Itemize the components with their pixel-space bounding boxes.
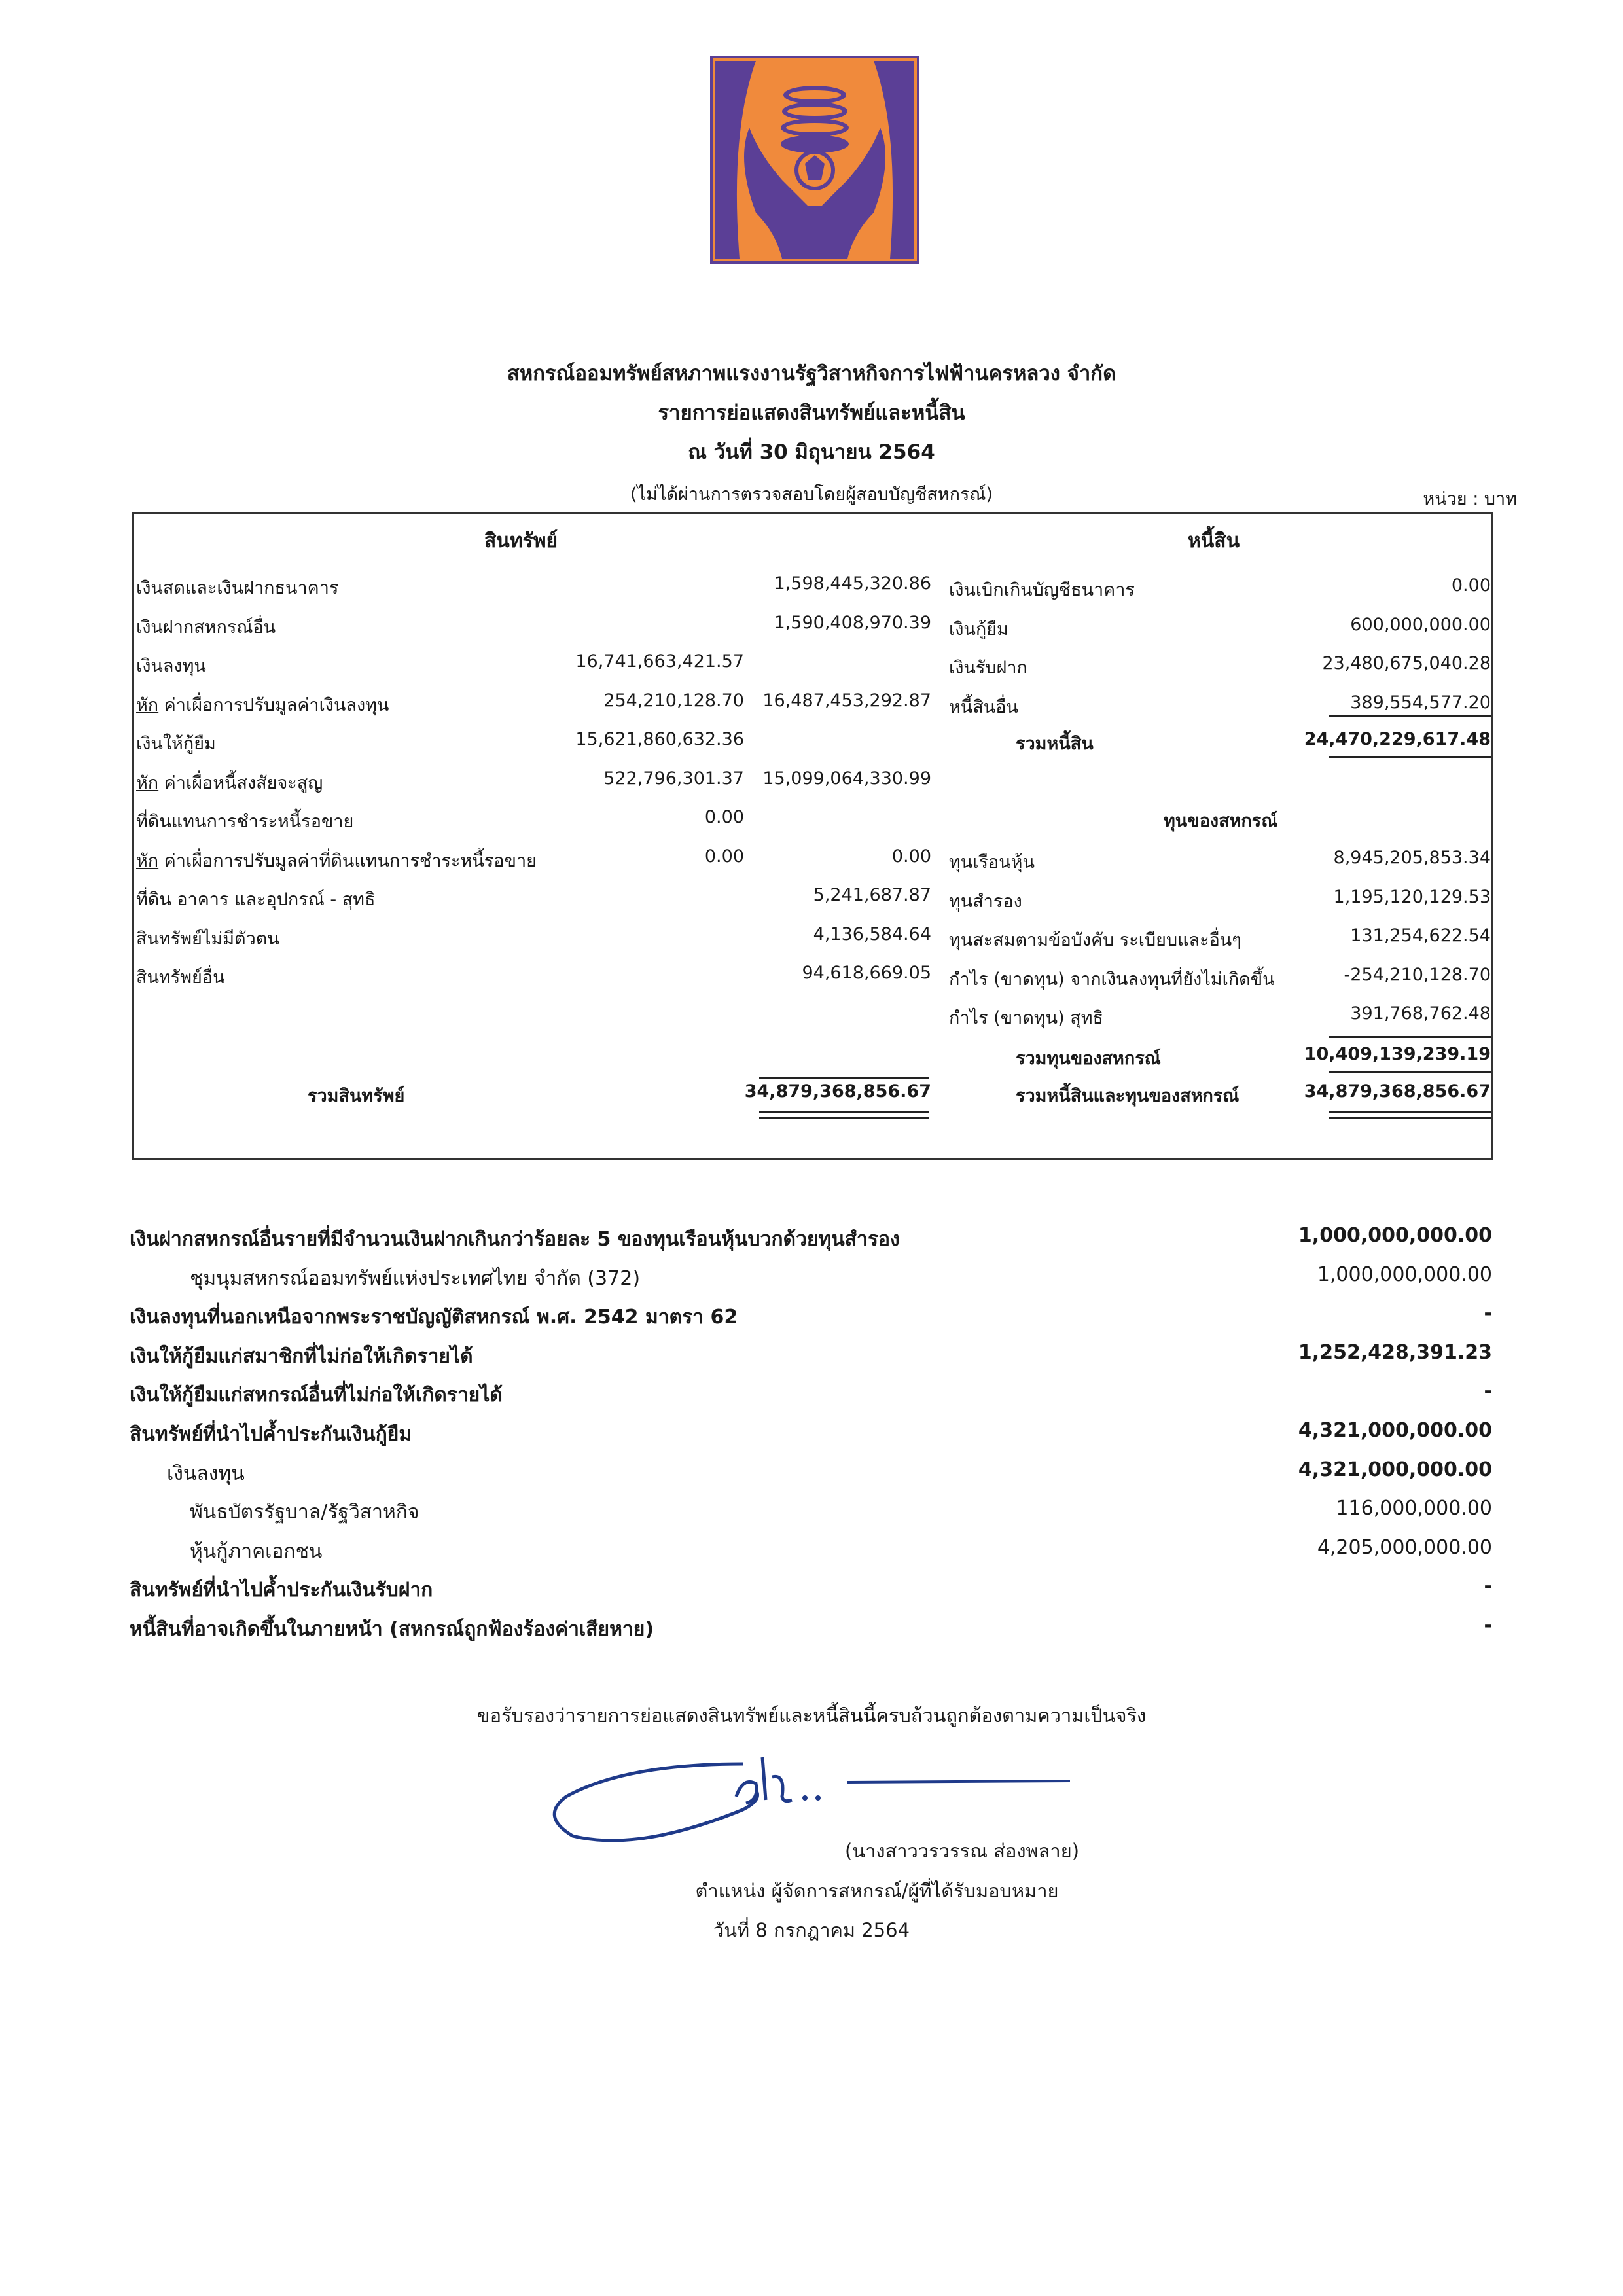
certification-statement: ขอรับรองว่ารายการย่อแสดงสินทรัพย์และหนี้สินนี้ครบถ้วนถูกต้องตามความเป็นจริง xyxy=(476,1704,1147,1727)
asset-label-text: เงินให้กู้ยืม xyxy=(136,734,216,754)
disclosure-label: เงินลงทุน xyxy=(167,1462,245,1485)
unit-label: หน่วย : บาท xyxy=(1423,489,1517,509)
asset-row-label xyxy=(136,691,389,719)
asset-net-value: 5,241,687.87 xyxy=(813,885,931,905)
disclosure-value: 4,321,000,000.00 xyxy=(1298,1458,1492,1481)
report-title: รายการย่อแสดงสินทรัพย์และหนี้สิน xyxy=(658,401,965,425)
liability-row-label: หนี้สินอื่น xyxy=(949,697,1018,717)
equity-row-value: 1,195,120,129.53 xyxy=(1333,887,1491,907)
asset-row-label xyxy=(136,846,537,874)
equity-heading: ทุนของสหกรณ์ xyxy=(1164,811,1278,831)
asset-subtotal-value: 522,796,301.37 xyxy=(603,768,744,789)
asset-row-label xyxy=(136,807,353,835)
asset-net-value: 16,487,453,292.87 xyxy=(762,691,931,711)
deduct-prefix: หัก xyxy=(136,695,159,715)
disclosure-value: 4,205,000,000.00 xyxy=(1317,1536,1492,1559)
asset-net-value: 1,590,408,970.39 xyxy=(774,613,931,633)
liabilities-heading: หนี้สิน xyxy=(1188,529,1240,552)
asset-row-label xyxy=(136,924,279,952)
total-liabilities-underline xyxy=(1329,756,1491,758)
asset-subtotal-value: 16,741,663,421.57 xyxy=(575,651,744,672)
total-assets-rule xyxy=(759,1077,929,1079)
organization-name: สหกรณ์ออมทรัพย์สหภาพแรงงานรัฐวิสาหกิจการไฟฟ้านครหลวง จำกัด xyxy=(507,362,1116,386)
asset-row-label xyxy=(136,768,323,797)
asset-net-value: 94,618,669.05 xyxy=(802,963,931,983)
asset-row-label xyxy=(136,613,276,641)
asset-row-label xyxy=(136,729,216,757)
disclosure-label: เงินลงทุนที่นอกเหนือจากพระราชบัญญัติสหกรณ์ พ.ศ. 2542 มาตรา 62 xyxy=(130,1306,738,1329)
liability-row-value: 23,480,675,040.28 xyxy=(1322,653,1491,673)
liability-row-label: เงินรับฝาก xyxy=(949,658,1027,678)
equity-row-label: ทุนสะสมตามข้อบังคับ ระเบียบและอื่นๆ xyxy=(949,930,1241,950)
disclosure-value: 1,000,000,000.00 xyxy=(1317,1263,1492,1286)
asset-net-value: 4,136,584.64 xyxy=(813,924,931,944)
disclosure-label: เงินฝากสหกรณ์อื่นรายที่มีจำนวนเงินฝากเกินกว่าร้อยละ 5 ของทุนเรือนหุ้นบวกด้วยทุนสำรอง xyxy=(130,1228,900,1251)
signer-position: ตำแหน่ง ผู้จัดการสหกรณ์/ผู้ที่ได้รับมอบหมาย xyxy=(695,1880,1059,1902)
equity-row-label: กำไร (ขาดทุน) สุทธิ xyxy=(949,1008,1103,1028)
disclosure-label: สินทรัพย์ที่นำไปค้ำประกันเงินรับฝาก xyxy=(130,1579,433,1602)
total-equity-underline xyxy=(1329,1071,1491,1073)
total-liabilities-rule xyxy=(1329,715,1491,717)
asset-label-text: เงินลงทุน xyxy=(136,656,206,676)
audit-note: (ไม่ได้ผ่านการตรวจสอบโดยผู้สอบบัญชีสหกรณ์) xyxy=(630,484,993,505)
cooperative-logo xyxy=(710,56,919,264)
asset-subtotal-value: 0.00 xyxy=(704,846,744,867)
total-assets-double-rule xyxy=(759,1111,929,1119)
deduct-prefix: หัก xyxy=(136,851,159,871)
disclosure-value: 1,252,428,391.23 xyxy=(1298,1341,1492,1364)
equity-row-value: 8,945,205,853.34 xyxy=(1333,848,1491,868)
disclosure-label: ชุมนุมสหกรณ์ออมทรัพย์แห่งประเทศไทย จำกัด (372) xyxy=(190,1267,641,1290)
equity-row-value: -254,210,128.70 xyxy=(1344,965,1491,985)
disclosure-label: พันธบัตรรัฐบาล/รัฐวิสาหกิจ xyxy=(190,1501,419,1524)
liability-row-value: 0.00 xyxy=(1451,575,1491,596)
equity-row-label: ทุนเรือนหุ้น xyxy=(949,852,1035,872)
equity-row-label: ทุนสำรอง xyxy=(949,891,1022,912)
liability-row-value: 389,554,577.20 xyxy=(1350,692,1491,713)
grand-total-value: 34,879,368,856.67 xyxy=(1304,1081,1491,1102)
deduct-prefix: หัก xyxy=(136,773,159,793)
report-date: ณ วันที่ 30 มิถุนายน 2564 xyxy=(688,440,935,464)
asset-net-value: 1,598,445,320.86 xyxy=(774,573,931,594)
disclosure-value: - xyxy=(1484,1575,1492,1598)
disclosure-value: - xyxy=(1484,1380,1492,1403)
total-assets-value: 34,879,368,856.67 xyxy=(744,1081,931,1102)
equity-row-label: กำไร (ขาดทุน) จากเงินลงทุนที่ยังไม่เกิดขึ้น xyxy=(949,969,1275,990)
disclosure-label: สินทรัพย์ที่นำไปค้ำประกันเงินกู้ยืม xyxy=(130,1423,412,1446)
asset-row-label xyxy=(136,963,225,991)
equity-row-value: 131,254,622.54 xyxy=(1350,925,1491,946)
disclosure-value: - xyxy=(1484,1614,1492,1637)
disclosure-label: หนี้สินที่อาจเกิดขึ้นในภายหน้า (สหกรณ์ถูกฟ้องร้องค่าเสียหาย) xyxy=(130,1618,654,1641)
total-liabilities-label: รวมหนี้สิน xyxy=(1016,734,1094,754)
asset-label-text: ที่ดินแทนการชำระหนี้รอขาย xyxy=(136,812,354,832)
asset-subtotal-value: 254,210,128.70 xyxy=(603,691,744,711)
asset-label-text: ค่าเผื่อการปรับมูลค่าที่ดินแทนการชำระหนี้รอขาย xyxy=(158,851,537,871)
asset-label-text: สินทรัพย์ไม่มีตัวตน xyxy=(136,929,279,949)
asset-label-text: ค่าเผื่อการปรับมูลค่าเงินลงทุน xyxy=(158,695,389,715)
balance-sheet-box xyxy=(132,512,1493,1160)
liability-row-label: เงินกู้ยืม xyxy=(949,619,1008,639)
disclosure-label: เงินให้กู้ยืมแก่สหกรณ์อื่นที่ไม่ก่อให้เกิดรายได้ xyxy=(130,1384,503,1407)
signed-date: วันที่ 8 กรกฎาคม 2564 xyxy=(713,1919,910,1941)
grand-total-double-rule xyxy=(1329,1111,1491,1119)
disclosure-label: เงินให้กู้ยืมแก่สมาชิกที่ไม่ก่อให้เกิดรายได้ xyxy=(130,1345,473,1368)
liability-row-value: 600,000,000.00 xyxy=(1350,615,1491,635)
grand-total-label: รวมหนี้สินและทุนของสหกรณ์ xyxy=(1016,1086,1240,1106)
asset-label-text: สินทรัพย์อื่น xyxy=(136,967,225,988)
equity-row-value: 391,768,762.48 xyxy=(1350,1003,1491,1024)
disclosure-value: 1,000,000,000.00 xyxy=(1298,1224,1492,1247)
total-liabilities-value: 24,470,229,617.48 xyxy=(1304,729,1491,749)
asset-label-text: ที่ดิน อาคาร และอุปกรณ์ - สุทธิ xyxy=(136,889,376,910)
total-equity-rule xyxy=(1329,1036,1491,1038)
disclosure-value: - xyxy=(1484,1302,1492,1325)
asset-row-label xyxy=(136,885,375,913)
liability-row-label: เงินเบิกเกินบัญชีธนาคาร xyxy=(949,580,1135,600)
asset-row-label xyxy=(136,651,206,679)
asset-label-text: เงินสดและเงินฝากธนาคาร xyxy=(136,578,339,598)
assets-heading: สินทรัพย์ xyxy=(484,529,558,552)
total-equity-value: 10,409,139,239.19 xyxy=(1304,1044,1491,1064)
disclosure-value: 4,321,000,000.00 xyxy=(1298,1419,1492,1442)
signer-name: (นางสาววรวรรณ ส่องพลาย) xyxy=(844,1840,1080,1862)
disclosure-label: หุ้นกู้ภาคเอกชน xyxy=(190,1540,323,1563)
total-assets-label: รวมสินทรัพย์ xyxy=(308,1086,405,1106)
disclosure-value: 116,000,000.00 xyxy=(1336,1497,1492,1520)
asset-row-label xyxy=(136,573,338,601)
total-equity-label: รวมทุนของสหกรณ์ xyxy=(1016,1049,1161,1069)
asset-label-text: ค่าเผื่อหนี้สงสัยจะสูญ xyxy=(158,773,323,793)
asset-net-value: 15,099,064,330.99 xyxy=(762,768,931,789)
asset-label-text: เงินฝากสหกรณ์อื่น xyxy=(136,617,276,637)
asset-subtotal-value: 0.00 xyxy=(704,807,744,827)
asset-net-value: 0.00 xyxy=(891,846,931,867)
asset-subtotal-value: 15,621,860,632.36 xyxy=(575,729,744,749)
